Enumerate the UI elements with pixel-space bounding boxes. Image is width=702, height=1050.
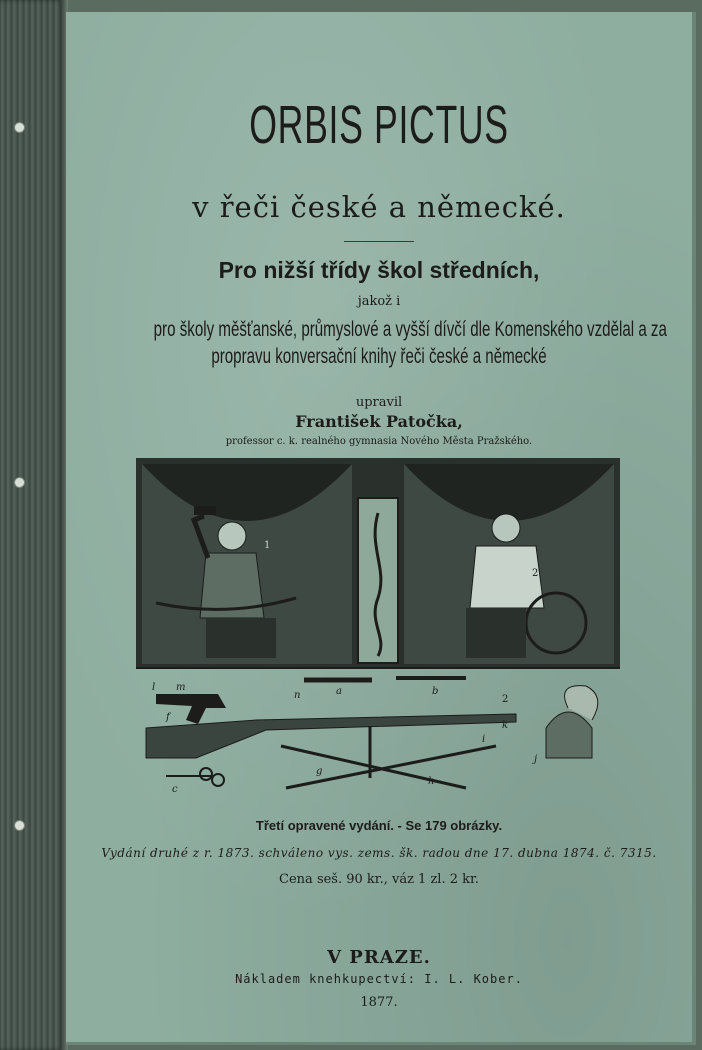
helmet-icon — [546, 712, 592, 758]
scissors-ring — [212, 774, 224, 786]
edited-by-label: upravil — [355, 395, 403, 410]
publication-year: 1877. — [360, 995, 398, 1010]
engraving-illustration — [136, 458, 620, 798]
grinder-bench — [466, 608, 526, 658]
figure-label: b — [432, 686, 439, 697]
figure-label: n — [294, 690, 301, 701]
figure-label: 2 — [532, 568, 539, 579]
audience-line: Pro nižší třídy škol středních, — [218, 257, 540, 283]
publisher-line: Nákladem knehkupectví: I. L. Kober. — [235, 972, 523, 986]
blacksmith-head — [218, 522, 246, 550]
figure-label: j — [534, 754, 538, 765]
hammer-icon — [194, 506, 216, 515]
author-name: František Patočka, — [295, 412, 463, 431]
figure-label: h — [428, 776, 435, 787]
grinder-head — [492, 514, 520, 542]
central-pillar — [358, 498, 398, 663]
cover-title: ORBIS PICTUS — [249, 95, 509, 155]
edition-note: Třetí opravené vydání. - Se 179 obrázky. — [255, 818, 503, 833]
anvil — [206, 618, 276, 658]
figure-label: 1 — [264, 540, 271, 551]
binding-hole — [14, 477, 25, 488]
price-line: Cena seš. 90 kr., váz 1 zl. 2 kr. — [279, 872, 479, 887]
figure-label: m — [176, 682, 186, 693]
book-cover — [66, 12, 696, 1045]
sword — [281, 746, 466, 788]
figure-label: c — [172, 784, 178, 795]
divider — [344, 241, 414, 242]
scissors-ring — [200, 768, 212, 780]
schools-line-1: pro školy měšťanské, průmyslové a vyšší dívčí dle Komenského vzdělal a za — [153, 318, 667, 341]
book-spine — [0, 0, 66, 1050]
also-line: jakož i — [357, 294, 401, 309]
schools-line-2: propravu konversační knihy řeči české a německé — [211, 345, 547, 368]
approval-note: Vydání druhé z r. 1873. schváleno vys. zems. šk. radou dne 17. dubna 1874. č. 7315. — [101, 846, 657, 860]
publication-city: V PRAZE. — [327, 947, 431, 968]
figure-label: k — [502, 720, 509, 731]
figure-label: g — [316, 766, 323, 777]
cover-subtitle: v řeči české a německé. — [192, 190, 566, 224]
rifle — [146, 714, 516, 758]
figure-label: l — [152, 682, 156, 693]
binding-hole — [14, 820, 25, 831]
figure-label: i — [482, 734, 486, 745]
figure-label: f — [166, 712, 170, 723]
author-title: professor c. k. realného gymnasia Nového Města Pražského. — [225, 436, 533, 447]
figure-label: a — [336, 686, 342, 697]
figure-label: 2 — [502, 694, 509, 705]
binding-hole — [14, 122, 25, 133]
